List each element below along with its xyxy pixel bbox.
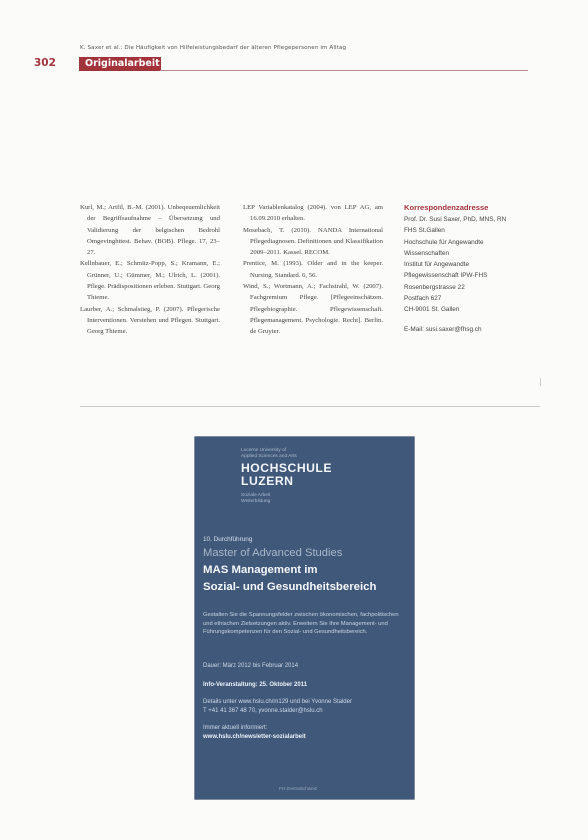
section-divider [80,406,540,407]
reference-item: Prentice, M. (1993). Older and in the keeper. Nursing. Standard. 6, 56. [243,260,383,279]
running-head: K. Saxer et al.: Die Häufigkeit von Hilfeleistungsbedarf der älteren Pflegepersonen im Alltag [80,45,347,51]
details-line-1: Details unter www.hslu.ch/m129 und bei Yvonne Stalder [203,699,352,705]
edition-label: 10. Durchführung [203,536,253,543]
program-subtitle-line-1: MAS Management im [203,564,318,576]
section-label: Originalarbeit [79,57,161,71]
references-column-2 [243,202,383,338]
address-line: Prof. Dr. Susi Saxer, PhD, MNS, RN [404,216,507,223]
address-line: Postfach 627 [404,295,442,303]
advertisement-panel [195,437,414,799]
program-title: Master of Advanced Studies [203,547,343,559]
department-small-line-2: Weiterbildung [241,499,271,504]
info-event-line: Info-Veranstaltung: 25. Oktober 2011 [203,682,308,688]
department-small-line-1: Soziale Arbeit [241,493,271,498]
reference-item: Kellnbauer, E.; Schmitz-Popp, S.; Kramann, E.; Grünner, U.; Gümmer, M.; Ulrich, L. (2001). Pflege. Prädispositionen erleben. Stuttgart. Georg Thieme. [80,260,220,302]
address-line: FHS St.Gallen [404,227,445,235]
logo-luzern: LUZERN [241,474,294,488]
address-line: Institut für Angewandte [404,261,470,269]
margin-mark [540,378,541,386]
ad-footer: FH Zentralschweiz [279,786,318,791]
university-small-line-1: Lucerne University of [241,448,287,453]
reference-item: LEP Variablenkatalog (2004). von LEP AG, am 16.09.2010 erhalten. [243,204,383,223]
address-line: CH-9001 St. Gallen [404,306,460,314]
correspondence-address [404,202,539,335]
page-number: 302 [34,57,56,69]
address-line: Pflegewissenschaft IPW-FHS [404,272,488,280]
ad-body-text: Gestalten Sie die Spannungsfelder zwischen ökonomischen, fachpolitischen und ethischen Zielsetzungen aktiv. Erweitern Sie Ihre Management- und Führungskompetenzen für den Sozial- und Gesundheitsbereich. [203,612,399,636]
correspondence-title: Korrespondenzadresse [404,203,489,212]
address-line: Hochschule für Angewandte [404,238,484,246]
newsletter-label: Immer aktuell informiert: [203,725,268,731]
references-column-1 [80,202,220,338]
address-line: Wissenschaften [404,249,450,257]
newsletter-link[interactable]: www.hslu.ch/newsletter-sozialarbeit [203,734,306,740]
reference-item: Mosebach, T. (2010). NANDA International Pflegediagnosen. Definitionen und Klassifikation 2009–2011. Kassel. RECOM. [243,226,383,257]
header-rule [160,70,528,71]
address-line: Rosenbergstrasse 22 [404,283,465,291]
university-small-line-2: Applied Sciences and Arts [241,454,297,459]
reference-item: Wind, S.; Wortmann, A.; Fachstrahl, W. (2007). Fachgremium Pflege. [Pflegeeinschätzen. Pflegebiographie. Pflegewissenschaft. Pflegemanagement. Psychologie. Recht]. Berlin. de Gruyter. [243,283,383,336]
program-subtitle-line-2: Sozial- und Gesundheitsbereich [203,581,377,593]
logo-hochschule: HOCHSCHULE [241,461,332,475]
contact-email[interactable]: E-Mail: susi.saxer@fhsg.ch [404,325,482,333]
reference-item: Laurber, A.; Schmalstieg, P. (2007). Pflegerische Interventionen. Verstehen und Pflegen. Stuttgart. Georg Thieme. [80,305,220,336]
duration-line: Dauer: März 2012 bis Februar 2014 [203,663,299,669]
details-line-2[interactable]: T +41 41 367 48 70, yvonne.stalder@hslu.ch [203,708,323,714]
reference-item: Kurl, M.; Artfil, B.-M. (2001). Unbeqeuemlichkeit der Begriffsaufnahme – Übersetzung und Validierung der belgischen Bedrohl Omgevinghttest. Behav. (BOB). Pflege. 17, 23–27. [80,204,220,257]
